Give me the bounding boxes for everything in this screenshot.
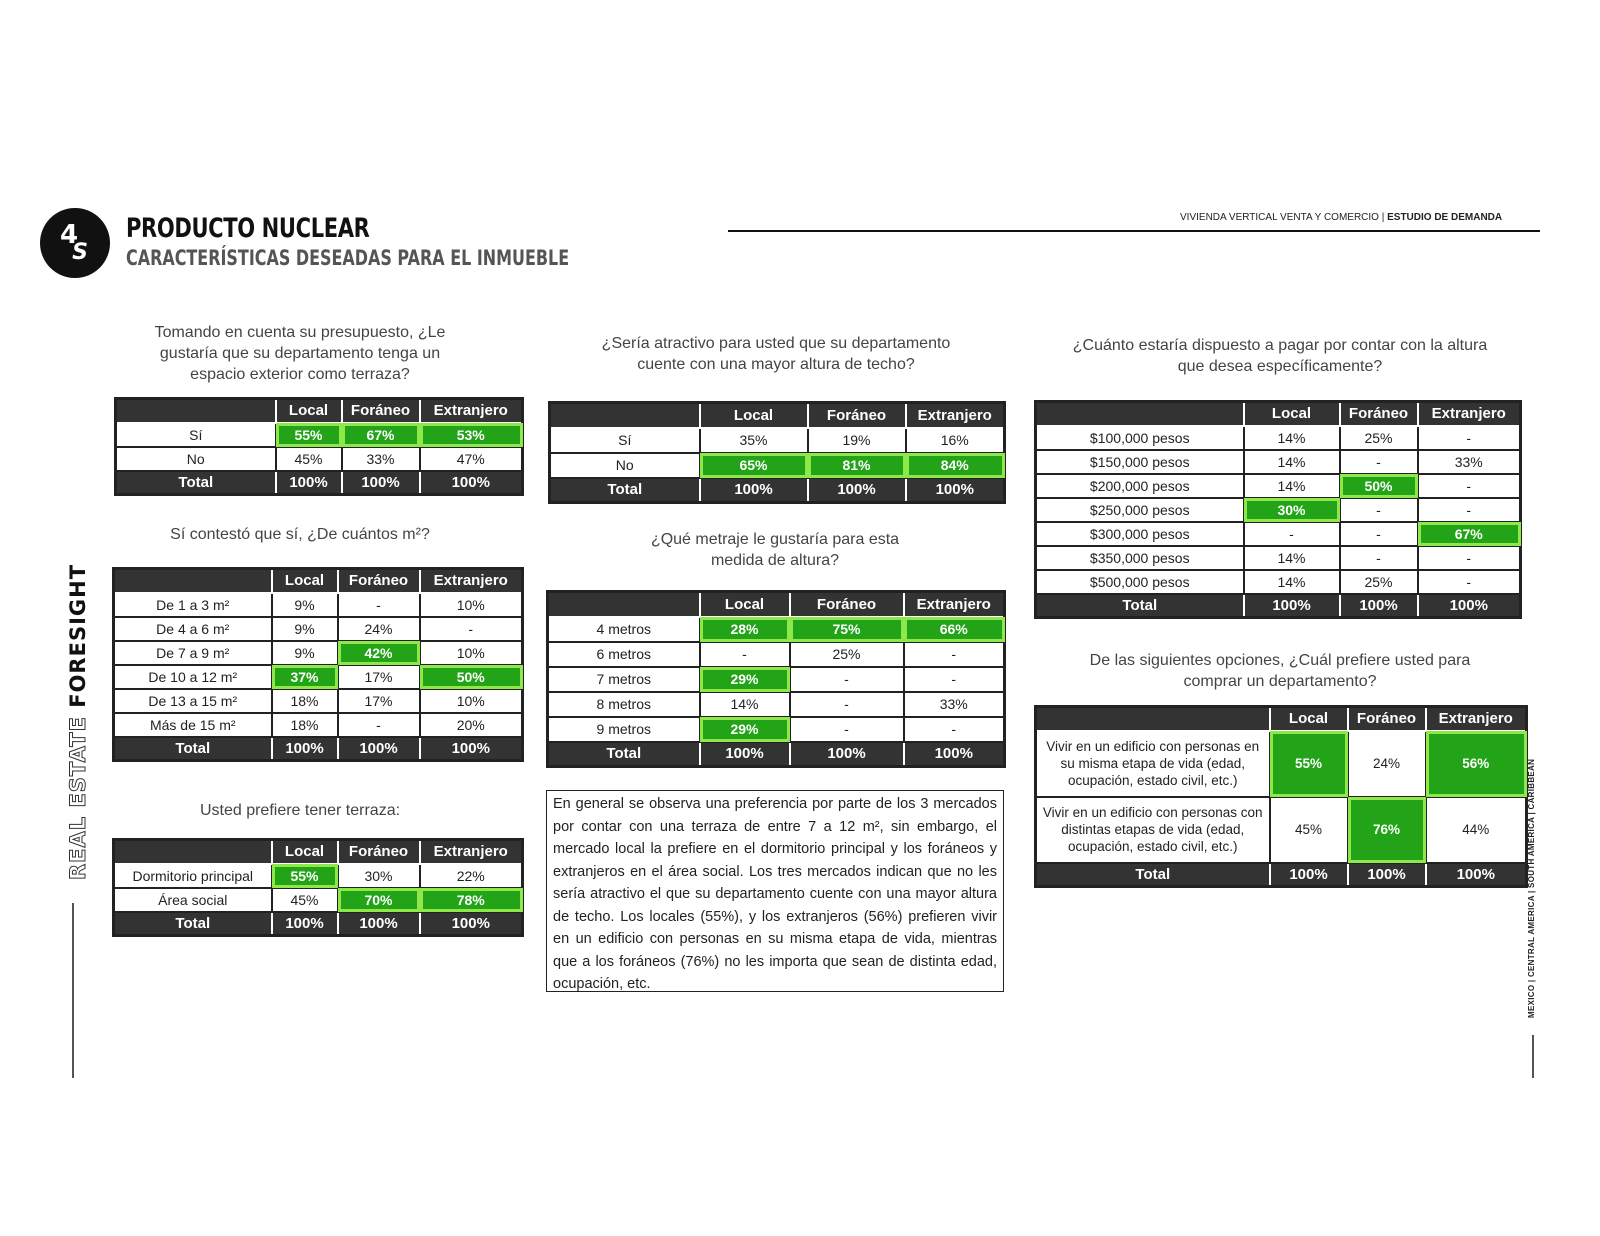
table-willing-to-pay [1034, 400, 1522, 619]
logo-number: 4 [60, 220, 79, 250]
cell-value: 67% [1418, 522, 1521, 546]
cell-value: 42% [338, 641, 420, 665]
total-value: 100% [420, 912, 523, 936]
cell-value: - [338, 713, 420, 737]
side-divider-right [1532, 1035, 1534, 1078]
table-row [1036, 474, 1521, 498]
cell-value: 33% [342, 447, 420, 471]
cell-value: 55% [272, 864, 338, 888]
table-total-row [114, 912, 523, 936]
table-row [116, 423, 523, 447]
table-row [1036, 797, 1527, 863]
col-extranjero: Extranjero [420, 569, 523, 593]
total-value: 100% [338, 912, 420, 936]
row-label: Más de 15 m² [114, 713, 272, 737]
row-label: De 1 a 3 m² [114, 593, 272, 617]
brand-vertical-label [66, 564, 90, 880]
col-extranjero: Extranjero [904, 592, 1005, 617]
total-value: 100% [272, 737, 338, 761]
total-value: 100% [1348, 863, 1426, 887]
cell-value: 78% [420, 888, 523, 912]
summary-paragraph: En general se observa una preferencia por parte de los 3 mercados por contar con una terraza de entre 7 a 12 m², sin embargo, el mercado local la prefiere en el dormitorio principal y los foráneos y extranjeros en el área social. Los tres mercados indican que no les sería atractivo el que su departamento cuente con una mayor altura de techo. Los locales (55%), y los extranjeros (56%) prefieren vivir en un edificio con personas en su misma etapa de vida, mientras que a los foráneos (76%) no les importa que sean de distinta edad, ocupación, etc. [546, 790, 1004, 992]
question-terrace-location: Usted prefiere tener terraza: [199, 802, 401, 819]
row-label: Vivir en un edificio con personas en su misma etapa de vida (edad, ocupación, estado civil, etc.) [1036, 731, 1270, 797]
table-row [1036, 522, 1521, 546]
total-value: 100% [1426, 863, 1527, 887]
question-ceiling-meters: ¿Qué metraje le gustaría para esta medida de altura? [650, 531, 900, 569]
row-label: De 7 a 9 m² [114, 641, 272, 665]
row-label: 6 metros [548, 642, 700, 667]
col-extranjero: Extranjero [1418, 402, 1521, 426]
total-value: 100% [1244, 594, 1340, 618]
cell-value: 50% [420, 665, 523, 689]
cell-value: 30% [338, 864, 420, 888]
cell-value: 9% [272, 593, 338, 617]
cell-value: - [1418, 498, 1521, 522]
header-study-label [1180, 212, 1502, 223]
cell-value: 47% [420, 447, 523, 471]
col-foraneo: Foráneo [342, 399, 420, 423]
total-label: Total [114, 737, 272, 761]
cell-value: 29% [700, 667, 790, 692]
section-logo-badge [40, 208, 110, 278]
total-label: Total [548, 742, 700, 767]
total-label: Total [550, 478, 700, 503]
cell-value: 25% [1340, 426, 1418, 450]
cell-value: 17% [338, 689, 420, 713]
table-header-blank [548, 592, 700, 617]
cell-value: 25% [1340, 570, 1418, 594]
row-label: $200,000 pesos [1036, 474, 1244, 498]
row-label: $300,000 pesos [1036, 522, 1244, 546]
table-total-row [114, 737, 523, 761]
cell-value: 45% [276, 447, 342, 471]
row-label: 7 metros [548, 667, 700, 692]
cell-value: 10% [420, 641, 523, 665]
cell-value: 35% [700, 428, 808, 453]
cell-value: 22% [420, 864, 523, 888]
cell-value: - [790, 692, 904, 717]
total-value: 100% [904, 742, 1005, 767]
cell-value: 53% [420, 423, 523, 447]
total-value: 100% [342, 471, 420, 495]
cell-value: 44% [1426, 797, 1527, 863]
table-header-blank [114, 569, 272, 593]
cell-value: 76% [1348, 797, 1426, 863]
cell-value: - [1418, 546, 1521, 570]
col-extranjero: Extranjero [1426, 707, 1527, 731]
cell-value: - [1418, 426, 1521, 450]
table-row [548, 667, 1005, 692]
cell-value: 56% [1426, 731, 1527, 797]
table-row [114, 713, 523, 737]
cell-value: 17% [338, 665, 420, 689]
cell-value: - [904, 667, 1005, 692]
table-terrace-size [112, 567, 524, 762]
cell-value: 66% [904, 617, 1005, 642]
col-local: Local [700, 403, 808, 428]
brand-solid-text: FORESIGHT [66, 563, 90, 708]
table-building-preference [1034, 705, 1528, 888]
row-label: De 10 a 12 m² [114, 665, 272, 689]
table-header-blank [116, 399, 276, 423]
cell-value: - [1340, 522, 1418, 546]
total-value: 100% [276, 471, 342, 495]
table-row [1036, 450, 1521, 474]
logo-letter: S [72, 240, 88, 265]
cell-value: - [1244, 522, 1340, 546]
cell-value: 19% [808, 428, 906, 453]
row-label: $150,000 pesos [1036, 450, 1244, 474]
table-row [1036, 426, 1521, 450]
row-label: Sí [550, 428, 700, 453]
cell-value: 9% [272, 641, 338, 665]
table-ceiling-height [548, 401, 1006, 504]
cell-value: - [1418, 474, 1521, 498]
table-row [114, 665, 523, 689]
cell-value: 20% [420, 713, 523, 737]
header-study-prefix: VIVIENDA VERTICAL VENTA Y COMERCIO | [1180, 212, 1385, 223]
regions-vertical-label: MEXICO | CENTRAL AMERICA | SOUTH AMERICA | CARIBBEAN [1527, 758, 1536, 1018]
cell-value: 67% [342, 423, 420, 447]
col-extranjero: Extranjero [906, 403, 1005, 428]
table-row [114, 689, 523, 713]
col-local: Local [272, 840, 338, 864]
table-total-row [1036, 863, 1527, 887]
cell-value: 10% [420, 689, 523, 713]
col-foraneo: Foráneo [338, 569, 420, 593]
table-terrace [114, 397, 524, 496]
cell-value: 30% [1244, 498, 1340, 522]
total-value: 100% [790, 742, 904, 767]
col-foraneo: Foráneo [1340, 402, 1418, 426]
cell-value: 81% [808, 453, 906, 478]
row-label: $350,000 pesos [1036, 546, 1244, 570]
table-ceiling-meters [546, 590, 1006, 768]
table-row [1036, 498, 1521, 522]
table-row [114, 593, 523, 617]
cell-value: 25% [790, 642, 904, 667]
col-local: Local [700, 592, 790, 617]
cell-value: 45% [272, 888, 338, 912]
col-foraneo: Foráneo [1348, 707, 1426, 731]
cell-value: 14% [700, 692, 790, 717]
cell-value: - [700, 642, 790, 667]
total-value: 100% [1418, 594, 1521, 618]
cell-value: 14% [1244, 474, 1340, 498]
header-divider [728, 230, 1540, 232]
question-ceiling-height: ¿Sería atractivo para usted que su departamento cuente con una mayor altura de techo? [601, 335, 951, 373]
table-total-row [548, 742, 1005, 767]
total-label: Total [1036, 863, 1270, 887]
total-label: Total [1036, 594, 1244, 618]
total-value: 100% [808, 478, 906, 503]
page-subtitle: CARACTERÍSTICAS DESEADAS PARA EL INMUEBLE [126, 246, 570, 270]
cell-value: 65% [700, 453, 808, 478]
total-value: 100% [700, 742, 790, 767]
cell-value: - [904, 717, 1005, 742]
cell-value: 14% [1244, 546, 1340, 570]
row-label: $500,000 pesos [1036, 570, 1244, 594]
table-row [548, 692, 1005, 717]
row-label: Sí [116, 423, 276, 447]
cell-value: 24% [338, 617, 420, 641]
cell-value: 14% [1244, 570, 1340, 594]
table-row [114, 641, 523, 665]
table-row [114, 888, 523, 912]
cell-value: - [790, 667, 904, 692]
question-terrace: Tomando en cuenta su presupuesto, ¿Le gustaría que su departamento tenga un espacio exterior como terraza? [154, 324, 446, 383]
total-value: 100% [906, 478, 1005, 503]
brand-outline-text: REAL ESTATE [66, 716, 90, 880]
cell-value: 50% [1340, 474, 1418, 498]
cell-value: 9% [272, 617, 338, 641]
cell-value: - [1340, 450, 1418, 474]
col-foraneo: Foráneo [338, 840, 420, 864]
cell-value: 28% [700, 617, 790, 642]
question-willing-to-pay: ¿Cuánto estaría dispuesto a pagar por contar con la altura que desea específicamente? [1072, 337, 1488, 375]
col-extranjero: Extranjero [420, 399, 523, 423]
col-extranjero: Extranjero [420, 840, 523, 864]
total-label: Total [114, 912, 272, 936]
table-row [114, 864, 523, 888]
cell-value: - [1340, 546, 1418, 570]
cell-value: 14% [1244, 450, 1340, 474]
table-row [550, 428, 1005, 453]
table-total-row [1036, 594, 1521, 618]
question-building-preference: De las siguientes opciones, ¿Cuál prefiere usted para comprar un departamento? [1089, 652, 1471, 690]
total-value: 100% [420, 737, 523, 761]
table-row [1036, 546, 1521, 570]
row-label: $100,000 pesos [1036, 426, 1244, 450]
row-label: 8 metros [548, 692, 700, 717]
table-row [114, 617, 523, 641]
cell-value: - [420, 617, 523, 641]
page-title: PRODUCTO NUCLEAR [126, 213, 370, 244]
cell-value: 24% [1348, 731, 1426, 797]
cell-value: 55% [276, 423, 342, 447]
cell-value: 75% [790, 617, 904, 642]
row-label: De 13 a 15 m² [114, 689, 272, 713]
cell-value: 84% [906, 453, 1005, 478]
cell-value: - [1418, 570, 1521, 594]
cell-value: - [904, 642, 1005, 667]
table-header-blank [114, 840, 272, 864]
cell-value: 45% [1270, 797, 1348, 863]
row-label: $250,000 pesos [1036, 498, 1244, 522]
total-value: 100% [700, 478, 808, 503]
cell-value: 16% [906, 428, 1005, 453]
cell-value: - [1340, 498, 1418, 522]
table-row [548, 617, 1005, 642]
table-row [550, 453, 1005, 478]
col-local: Local [1270, 707, 1348, 731]
row-label: Área social [114, 888, 272, 912]
row-label: 4 metros [548, 617, 700, 642]
table-header-blank [550, 403, 700, 428]
cell-value: 33% [1418, 450, 1521, 474]
table-total-row [116, 471, 523, 495]
cell-value: 14% [1244, 426, 1340, 450]
total-value: 100% [338, 737, 420, 761]
row-label: Vivir en un edificio con personas con distintas etapas de vida (edad, ocupación, estado civil, etc.) [1036, 797, 1270, 863]
table-header-blank [1036, 402, 1244, 426]
cell-value: 55% [1270, 731, 1348, 797]
total-label: Total [116, 471, 276, 495]
question-terrace-size: Sí contestó que sí, ¿De cuántos m²? [170, 526, 430, 543]
row-label: Dormitorio principal [114, 864, 272, 888]
cell-value: 37% [272, 665, 338, 689]
cell-value: - [790, 717, 904, 742]
col-foraneo: Foráneo [808, 403, 906, 428]
cell-value: - [338, 593, 420, 617]
header-study-name: ESTUDIO DE DEMANDA [1387, 212, 1503, 223]
cell-value: 18% [272, 713, 338, 737]
table-row [548, 642, 1005, 667]
col-local: Local [1244, 402, 1340, 426]
table-header-blank [1036, 707, 1270, 731]
total-value: 100% [420, 471, 523, 495]
cell-value: 18% [272, 689, 338, 713]
row-label: De 4 a 6 m² [114, 617, 272, 641]
total-value: 100% [1270, 863, 1348, 887]
row-label: No [550, 453, 700, 478]
table-row [116, 447, 523, 471]
cell-value: 10% [420, 593, 523, 617]
table-row [1036, 570, 1521, 594]
cell-value: 70% [338, 888, 420, 912]
col-local: Local [272, 569, 338, 593]
cell-value: 33% [904, 692, 1005, 717]
col-local: Local [276, 399, 342, 423]
table-total-row [550, 478, 1005, 503]
total-value: 100% [272, 912, 338, 936]
table-row [548, 717, 1005, 742]
cell-value: 29% [700, 717, 790, 742]
row-label: No [116, 447, 276, 471]
table-row [1036, 731, 1527, 797]
row-label: 9 metros [548, 717, 700, 742]
table-terrace-location [112, 838, 524, 937]
col-foraneo: Foráneo [790, 592, 904, 617]
side-divider-left [72, 903, 74, 1078]
total-value: 100% [1340, 594, 1418, 618]
